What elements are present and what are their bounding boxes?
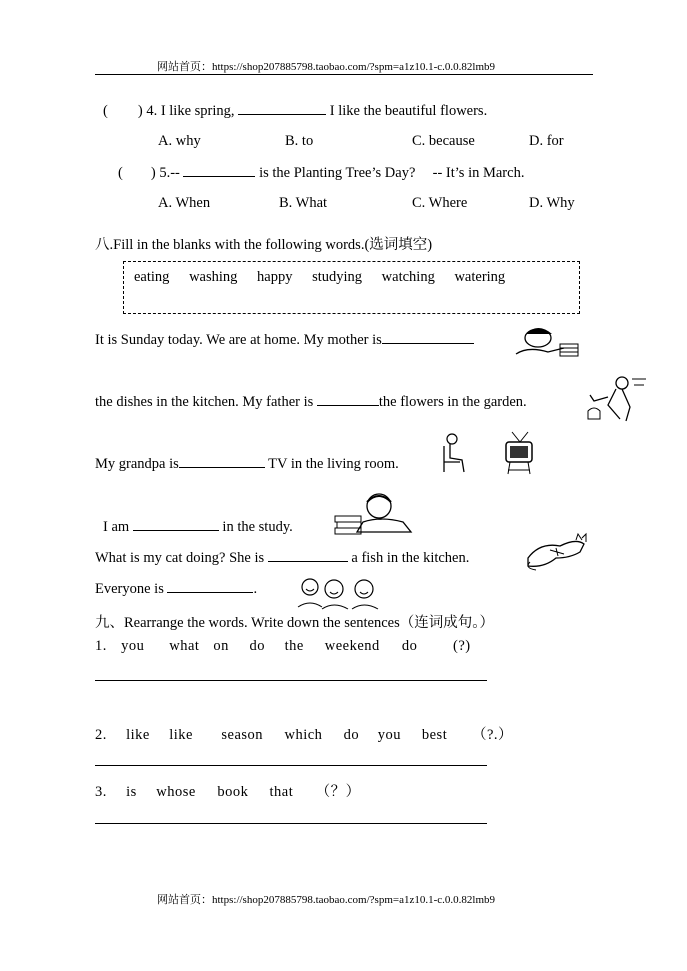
rearrange-word: （？） bbox=[315, 784, 361, 800]
rearrange-word: do bbox=[343, 727, 360, 743]
q5-option-c[interactable]: C. Where bbox=[412, 195, 468, 211]
answer-line-3[interactable] bbox=[95, 823, 487, 824]
blank-cat[interactable] bbox=[268, 549, 348, 562]
section-9-title-cn: （连词成句。） bbox=[399, 615, 495, 631]
section-9-title-text: 九、Rearrange the words. Write down the sentences bbox=[95, 615, 400, 631]
rearrange-word: you bbox=[121, 638, 145, 654]
television-illustration bbox=[500, 430, 542, 476]
rearrange-word: (?) bbox=[453, 638, 471, 654]
word-bank-item: happy bbox=[257, 269, 293, 285]
answer-line-1[interactable] bbox=[95, 680, 487, 681]
passage-text: in the study. bbox=[222, 519, 293, 535]
passage-text: It is Sunday today. We are at home. My mother is bbox=[95, 332, 382, 348]
rearrange-word: do bbox=[249, 638, 265, 654]
q5-option-d[interactable]: D. Why bbox=[529, 195, 575, 211]
word-bank-item: washing bbox=[189, 269, 238, 285]
q4-stem-a: 4. I like spring, bbox=[146, 103, 235, 119]
rearrange-word: which bbox=[284, 727, 323, 743]
grandpa-in-chair-illustration bbox=[440, 432, 472, 476]
rearrange-word: on bbox=[213, 638, 229, 654]
section-8-title-cn: (选词填空) bbox=[364, 237, 433, 253]
passage-text: the flowers in the garden. bbox=[378, 394, 527, 410]
q4-option-d[interactable]: D. for bbox=[529, 133, 564, 149]
blank-study[interactable] bbox=[133, 518, 219, 531]
cat-eating-fish-illustration bbox=[520, 528, 592, 574]
rearrange-word: like bbox=[126, 727, 150, 743]
q5-option-a[interactable]: A. When bbox=[158, 195, 211, 211]
passage-line-3 bbox=[95, 455, 399, 473]
q5-paren-open: ( bbox=[118, 165, 123, 181]
section-8-title bbox=[95, 233, 432, 254]
q4-paren-close: ) bbox=[137, 103, 143, 119]
blank-mother[interactable] bbox=[382, 331, 474, 344]
page-footer: 网站首页：https://shop207885798.taobao.com/?spm=a1z10.1-c.0.0.82lmb9 bbox=[157, 894, 496, 906]
passage-text: the dishes in the kitchen. My father is bbox=[95, 394, 314, 410]
rearrange-word: weekend bbox=[324, 638, 380, 654]
page-header: 网站首页：https://shop207885798.taobao.com/?spm=a1z10.1-c.0.0.82lmb9 bbox=[157, 61, 496, 73]
section-9-title bbox=[95, 611, 494, 632]
rearrange-num: 2. bbox=[95, 727, 107, 743]
passage-text: I am bbox=[103, 519, 130, 535]
blank-grandpa[interactable] bbox=[179, 455, 265, 468]
passage-line-6 bbox=[95, 580, 257, 598]
section-8-prefix: 八. bbox=[95, 237, 114, 253]
q5-stem-a: 5.-- bbox=[159, 165, 180, 181]
passage-line-5 bbox=[95, 549, 469, 567]
rearrange-word: is bbox=[126, 784, 137, 800]
q4-option-a[interactable]: A. why bbox=[158, 133, 201, 149]
word-bank-item: studying bbox=[312, 269, 363, 285]
q5-answer-blank[interactable] bbox=[183, 164, 255, 177]
father-watering-flowers-illustration bbox=[586, 375, 650, 425]
word-bank-item: watching bbox=[381, 269, 435, 285]
word-bank-item: watering bbox=[454, 269, 506, 285]
q5-stem-b: is the Planting Tree’s Day? bbox=[259, 165, 416, 181]
q4-answer-blank[interactable] bbox=[238, 102, 326, 115]
rearrange-word: what bbox=[169, 638, 200, 654]
question-5 bbox=[118, 164, 524, 182]
passage-text: a fish in the kitchen. bbox=[351, 550, 470, 566]
question-4 bbox=[103, 102, 487, 120]
rearrange-word: （?.） bbox=[472, 727, 514, 743]
mother-washing-dishes-illustration bbox=[508, 324, 582, 364]
blank-father[interactable] bbox=[317, 393, 379, 406]
rearrange-num: 1. bbox=[95, 638, 107, 654]
rearrange-item-2 bbox=[95, 723, 513, 744]
section-8-title-text: Fill in the blanks with the following words. bbox=[113, 237, 365, 253]
q4-paren-open: ( bbox=[103, 103, 108, 119]
passage-line-2 bbox=[95, 393, 527, 411]
rearrange-word: that bbox=[269, 784, 294, 800]
blank-everyone[interactable] bbox=[167, 580, 253, 593]
q4-option-c[interactable]: C. because bbox=[412, 133, 475, 149]
passage-text: . bbox=[253, 581, 258, 597]
passage-text: Everyone is bbox=[95, 581, 164, 597]
child-studying-illustration bbox=[333, 492, 429, 538]
word-bank bbox=[134, 269, 521, 286]
passage-text: What is my cat doing? She is bbox=[95, 550, 265, 566]
rearrange-word: best bbox=[421, 727, 448, 743]
rearrange-word: season bbox=[221, 727, 264, 743]
word-bank-item: eating bbox=[134, 269, 170, 285]
q4-option-b[interactable]: B. to bbox=[285, 133, 314, 149]
q5-paren-close: ) bbox=[150, 165, 156, 181]
header-divider bbox=[95, 74, 593, 75]
rearrange-word: whose bbox=[156, 784, 196, 800]
rearrange-word: the bbox=[284, 638, 304, 654]
happy-family-illustration bbox=[294, 577, 386, 613]
rearrange-word: do bbox=[401, 638, 418, 654]
passage-text: My grandpa is bbox=[95, 456, 179, 472]
rearrange-num: 3. bbox=[95, 784, 107, 800]
rearrange-item-1 bbox=[95, 638, 471, 655]
rearrange-word: like bbox=[169, 727, 193, 743]
answer-line-2[interactable] bbox=[95, 765, 487, 766]
q5-option-b[interactable]: B. What bbox=[279, 195, 328, 211]
rearrange-word: you bbox=[377, 727, 401, 743]
passage-line-1 bbox=[95, 331, 474, 349]
rearrange-item-3 bbox=[95, 780, 361, 801]
q5-answer-text: -- It’s in March. bbox=[432, 165, 525, 181]
rearrange-word: book bbox=[217, 784, 249, 800]
q4-stem-b: I like the beautiful flowers. bbox=[329, 103, 488, 119]
passage-line-4 bbox=[103, 518, 293, 536]
passage-text: TV in the living room. bbox=[268, 456, 399, 472]
